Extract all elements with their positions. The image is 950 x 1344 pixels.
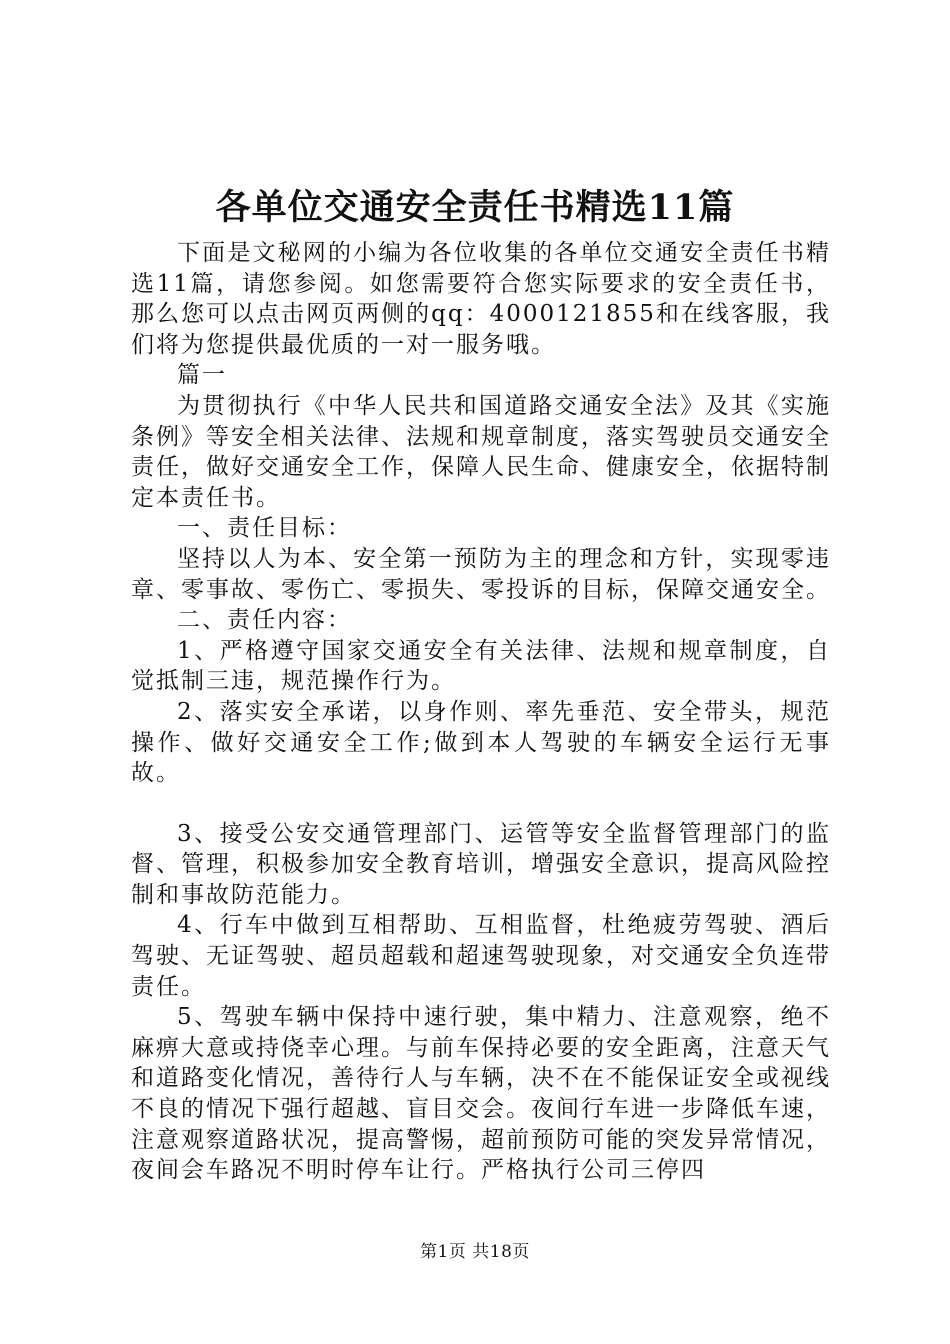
list-item: 4、行车中做到互相帮助、互相监督，杜绝疲劳驾驶、酒后驾驶、无证驾驶、超员超载和超速驾驶现象，对交通安全负连带责任。 xyxy=(131,912,831,1000)
document-title: 各单位交通安全责任书精选11篇 xyxy=(215,187,735,228)
section-heading-contents: 二、责任内容： xyxy=(177,607,352,634)
list-item: 5、驾驶车辆中保持中速行驶，集中精力、注意观察，绝不麻痹大意或持侥幸心理。与前车保持必要的安全距离，注意天气和道路变化情况，善待行人与车辆，决不在不能保证安全或视线不良的情况下强行超越、盲目交会。夜间行车进一步降低车速，注意观察道路状况，提高警惕，超前预防可能的突发异常情况，夜间会车路况不明时停车让行。严格执行公司三停四 xyxy=(131,1004,831,1184)
purpose-paragraph: 为贯彻执行《中华人民共和国道路交通安全法》及其《实施条例》等安全相关法律、法规和规章制度，落实驾驶员交通安全责任，做好交通安全工作，保障人民生命、健康安全，依据特制定本责任书。 xyxy=(131,392,831,511)
section-heading-part-one: 篇一 xyxy=(177,362,227,389)
page-indicator: 第1页 共18页 xyxy=(420,1242,530,1262)
section-heading-goals: 一、责任目标： xyxy=(177,515,352,542)
list-item: 2、落实安全承诺，以身作则、率先垂范、安全带头，规范操作、做好交通安全工作;做到本人驾驶的车辆安全运行无事故。 xyxy=(131,698,831,787)
list-item: 3、接受公安交通管理部门、运管等安全监督管理部门的监督、管理，积极参加安全教育培训，增强安全意识，提高风险控制和事故防范能力。 xyxy=(131,820,831,908)
list-item: 1、严格遵守国家交通安全有关法律、法规和规章制度，自觉抵制三违，规范操作行为。 xyxy=(131,637,831,695)
intro-paragraph: 下面是文秘网的小编为各位收集的各单位交通安全责任书精选11篇，请您参阅。如您需要符合您实际要求的安全责任书，那么您可以点击网页两侧的qq：4000121855和在线客服，我们将为您提供最优质的一对一服务哦。 xyxy=(131,240,831,358)
paragraph-gap xyxy=(131,789,831,819)
goals-paragraph: 坚持以人为本、安全第一预防为主的理念和方针，实现零违章、零事故、零伤亡、零损失、零投诉的目标，保障交通安全。 xyxy=(131,545,831,603)
document-body xyxy=(131,238,831,1186)
